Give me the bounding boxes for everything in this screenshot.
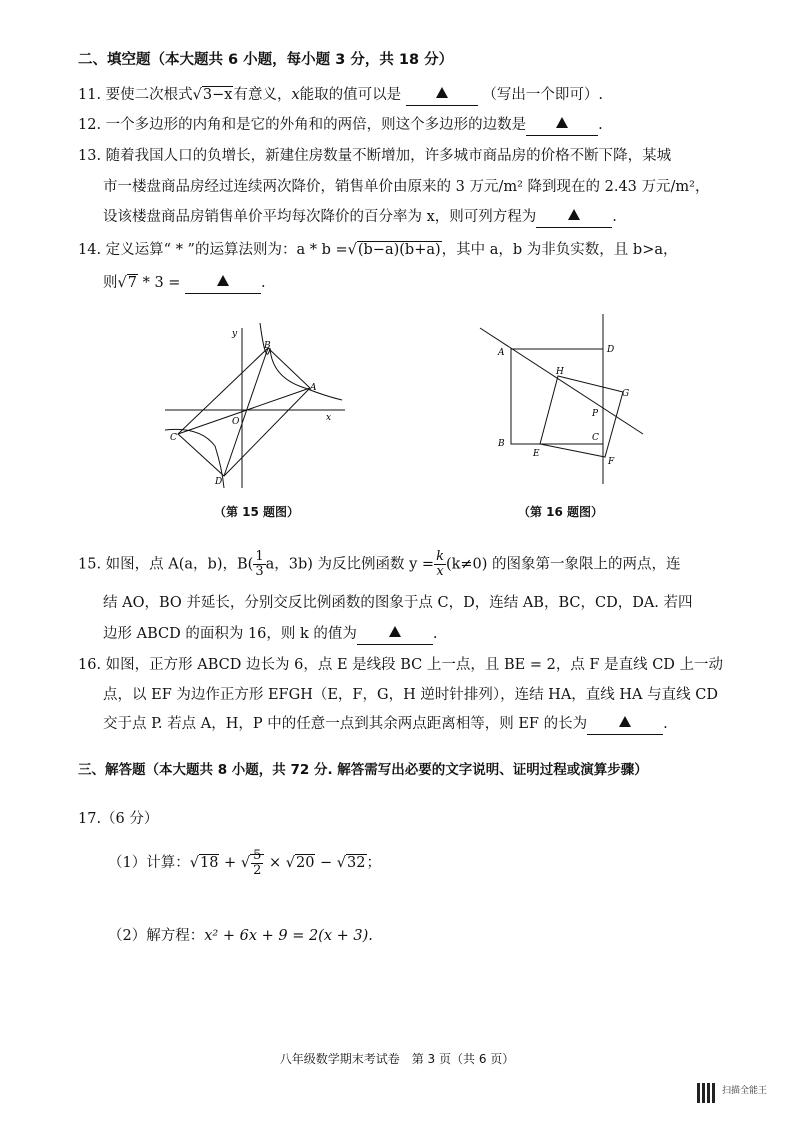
fig16-label-g: G — [622, 389, 630, 399]
fig16-label-f: F — [608, 457, 615, 467]
q16-answer-blank[interactable] — [587, 714, 663, 735]
q15-end: . — [432, 626, 438, 642]
fig15-label-o: O — [232, 417, 240, 427]
fig15-label-x: x — [326, 413, 332, 423]
q11-answer-blank[interactable] — [406, 85, 478, 106]
fig15-label-c: C — [170, 433, 177, 443]
q17-p2-equation: x² + 6x + 9 = 2(x + 3). — [204, 928, 373, 944]
q15-text-3: 边形 ABCD 的面积为 16，则 k 的值为 — [103, 626, 357, 642]
q17-part-2 — [108, 926, 373, 946]
q11-after: （写出一个即可）. — [482, 87, 603, 103]
fig15-label-a: A — [310, 383, 317, 393]
q17-sqrt-fraction: $\frac{5}{2}$ — [250, 854, 264, 871]
q14-text-2b: * 3 = — [137, 275, 181, 291]
question-15-line-3 — [103, 624, 438, 645]
q16-text-1: 如图，正方形 ABCD 边长为 6，点 E 是线段 BC 上一点，且 BE = 2，点 F 是直线 CD 上一动 — [105, 657, 724, 673]
triangle-icon — [436, 87, 448, 98]
question-14-line-2: 则√7 * 3 = . — [103, 273, 266, 294]
scanner-watermark: 扫描全能王 — [722, 1086, 768, 1096]
q11-pre: 要使二次根式 — [105, 87, 193, 103]
q13-text-3: 设该楼盘商品房销售单价平均每次降价的百分率为 x，则可列方程为 — [103, 209, 537, 225]
q14-text-1a: 定义运算“ * ”的运算法则为：a * b = — [105, 242, 348, 258]
fig15-label-b: B — [264, 341, 271, 351]
q14-text-2a: 则 — [103, 275, 118, 291]
question-16-line-1 — [78, 655, 723, 675]
q15-text-1c: (k≠0) 的图象第一象限上的两点，连 — [445, 556, 681, 573]
triangle-icon — [556, 117, 568, 128]
q15-fraction-k-x: $\frac{k}{x}$ — [436, 549, 444, 579]
curve-first-quadrant — [260, 323, 342, 400]
q15-text-2: 结 AO，BO 并延长，分别交反比例函数的图象于点 C，D，连结 AB，BC，CD，DA. 若四 — [103, 595, 693, 611]
q13-text-2: 市一楼盘商品房经过连续两次降价，销售单价由原来的 3 万元/m² 降到现在的 2.43 万元/m²， — [103, 179, 710, 195]
fig15-label-y: y — [232, 329, 238, 339]
q17-radicand-20: 20 — [295, 855, 315, 871]
fig16-label-p: P — [592, 409, 599, 419]
q12-answer-blank[interactable] — [526, 115, 598, 136]
question-15-line-1 — [78, 550, 681, 579]
line-ca — [178, 388, 310, 434]
question-16-line-3 — [103, 714, 668, 735]
q11-number: 11. — [78, 87, 102, 103]
fig16-label-c: C — [592, 433, 599, 443]
figure-16 — [478, 314, 648, 494]
line-ha-extended — [480, 328, 643, 434]
q15-answer-blank[interactable] — [357, 624, 433, 645]
q14-end: . — [261, 275, 266, 291]
q17-part-1: （1）计算：√18 + √ $\frac{5}{2}$ × √20 − √32； — [108, 847, 381, 878]
q15-fraction-1-3: $\frac{1}{3}$ — [255, 549, 264, 579]
fig16-label-d: D — [607, 345, 615, 355]
fig16-caption: （第 16 题图） — [518, 505, 604, 519]
q11-mid: 有意义， — [233, 87, 292, 103]
q13-answer-blank[interactable] — [536, 207, 612, 228]
line-bd — [224, 348, 268, 476]
q15-number: 15. — [78, 556, 102, 573]
q11-radicand: 3−x — [202, 87, 233, 103]
triangle-icon — [568, 209, 580, 220]
q14-radicand: (b−a)(b+a) — [357, 242, 441, 258]
qr-code-icon — [697, 1083, 717, 1103]
q17-p1-label: （1）计算： — [108, 855, 190, 871]
q11-post: 能取的值可以是 — [299, 87, 402, 103]
q17-radicand-32: 32 — [347, 855, 366, 871]
q12-text: 一个多边形的内角和是它的外角和的两倍，则这个多边形的边数是 — [105, 117, 527, 133]
q16-text-2: 点，以 EF 为边作正方形 EFGH（E，F，G，H 逆时针排列），连结 HA，直线 HA 与直线 CD — [103, 687, 718, 703]
section-2-title: 二、填空题（本大题共 6 小题，每小题 3 分，共 18 分） — [78, 52, 454, 68]
q17-header: 17.（6 分） — [78, 811, 159, 827]
q16-end: . — [663, 716, 668, 732]
question-12 — [78, 115, 603, 136]
q12-number: 12. — [78, 117, 102, 133]
q13-end: . — [612, 209, 617, 225]
square-efgh — [540, 376, 623, 457]
fig15-caption: （第 15 题图） — [214, 505, 300, 519]
q16-number: 16. — [78, 657, 102, 673]
q14-answer-blank[interactable] — [185, 273, 261, 294]
fig16-label-a: A — [498, 348, 505, 358]
q15-text-1a: 如图，点 A(a，b)，B( — [105, 556, 254, 573]
quadrilateral-abcd — [178, 348, 310, 476]
section-3-title: 三、解答题（本大题共 8 小题，共 72 分. 解答需写出必要的文字说明、证明过程或演算步骤） — [78, 762, 648, 778]
q12-end: . — [598, 117, 603, 133]
fig15-label-d: D — [215, 477, 223, 487]
triangle-icon — [217, 275, 229, 286]
q17-radicand-18: 18 — [199, 855, 219, 871]
square-abcd — [511, 349, 603, 444]
question-13-line-3 — [103, 207, 617, 228]
q14-radicand-2: 7 — [127, 275, 137, 291]
fig16-label-b: B — [498, 439, 505, 449]
fig16-label-e: E — [533, 449, 540, 459]
triangle-icon — [389, 626, 401, 637]
figure-15 — [160, 318, 352, 493]
q17-p2-label: （2）解方程： — [108, 928, 205, 944]
question-14-line-1: 14. 定义运算“ * ”的运算法则为：a * b =√(b−a)(b+a)，其中 a，b 为非负实数，且 b>a， — [78, 242, 678, 258]
q14-text-1b: ，其中 a，b 为非负实数，且 b>a， — [441, 242, 678, 258]
q14-number: 14. — [78, 242, 102, 258]
q15-text-1b: a，3b) 为反比例函数 y = — [265, 556, 435, 573]
fig16-label-h: H — [556, 367, 564, 377]
q11-var: x — [291, 87, 300, 103]
question-13-line-1 — [78, 146, 671, 166]
question-11: 11. 要使二次根式√3−x有意义，x能取的值可以是 （写出一个即可）. — [78, 85, 603, 106]
q13-number: 13. — [78, 148, 102, 164]
page-footer: 八年级数学期末考试卷 第 3 页（共 6 页） — [279, 1052, 515, 1066]
q16-text-3: 交于点 P. 若点 A，H，P 中的任意一点到其余两点距离相等，则 EF 的长为 — [103, 716, 588, 732]
triangle-icon — [619, 716, 631, 727]
q13-text-1: 随着我国人口的负增长，新建住房数量不断增加，许多城市商品房的价格不断下降，某城 — [105, 148, 672, 164]
